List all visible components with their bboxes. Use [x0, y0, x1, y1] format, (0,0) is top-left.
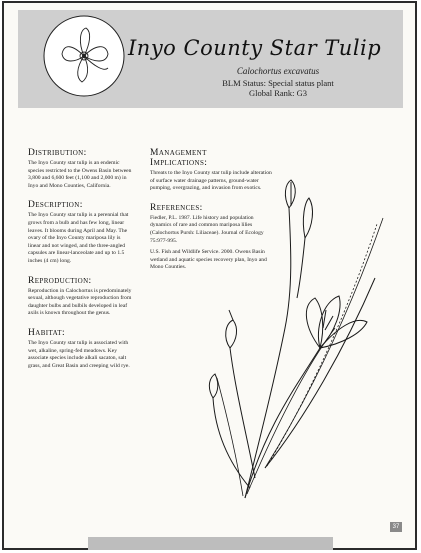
global-rank: Global Rank: G3 — [248, 88, 308, 98]
reproduction-heading: Reproduction: — [28, 275, 92, 286]
management-text: Threats to the Inyo County star tulip include alteration of surface water drainage patterns, ground-water pumping, overgrazing, and invasion from exotics. — [150, 170, 272, 192]
distribution-text: The Inyo County star tulip is an endemic species restricted to the Owens Basin between 3,800 and 6,600 feet (1,100 and 2,000 m) in Inyo and Mono Counties, California. — [28, 160, 132, 189]
reproduction-text: Reproduction in Calochortus is predominately sexual, although vegetative reproduction from daughter bulbs and bulbils developed in leaf axils is known throughout the genus. — [28, 287, 132, 317]
star-tulip-illustration — [205, 178, 390, 508]
management-heading-line1: Management — [150, 148, 207, 158]
management-heading-line2: Implications: — [150, 158, 208, 168]
description-text: The Inyo County star tulip is a perennial that grows from a bulb and has few long, linear leaves. It blooms during April and May. The ovary of the Inyo County mariposa lily is linear and not winged, and the three-angled capsules are linear-lanceolate and up to 1.5 inches (4 cm) long. — [28, 212, 129, 264]
page-number: 37 — [390, 522, 402, 532]
status-block — [168, 78, 388, 98]
habitat-text: The Inyo County star tulip is associated with wet, alkaline, spring-fed meadows. Key associate species include alkali sacaton, salt grass, and Great Basin and creeping wild rye. — [28, 339, 130, 369]
reference-item: U.S. Fish and Wildlife Service. 2000. Owens Basin wetland and aquatic species recovery plan, Inyo and Mono Counties. — [150, 249, 267, 271]
left-column — [28, 148, 133, 380]
references-heading: References: — [150, 202, 203, 213]
reference-item: Fiedler, P.L. 1987. Life history and population dynamics of rare and common mariposa lilies (Calochortus Pursh: Liliaceae). Journal of Ecology 75:977-995. — [150, 214, 264, 244]
blm-status: BLM Status: Special status plant — [222, 78, 334, 88]
header-band — [18, 10, 403, 108]
habitat-heading: Habitat: — [28, 327, 66, 338]
description-heading: Description: — [28, 200, 83, 211]
distribution-heading: Distribution: — [28, 148, 87, 158]
page-title: Inyo County Star Tulip — [128, 36, 382, 60]
footer-band — [88, 537, 333, 550]
flower-emblem-icon — [42, 14, 126, 98]
management-heading — [150, 148, 275, 168]
scientific-name: Calochortus excavatus — [236, 66, 320, 76]
